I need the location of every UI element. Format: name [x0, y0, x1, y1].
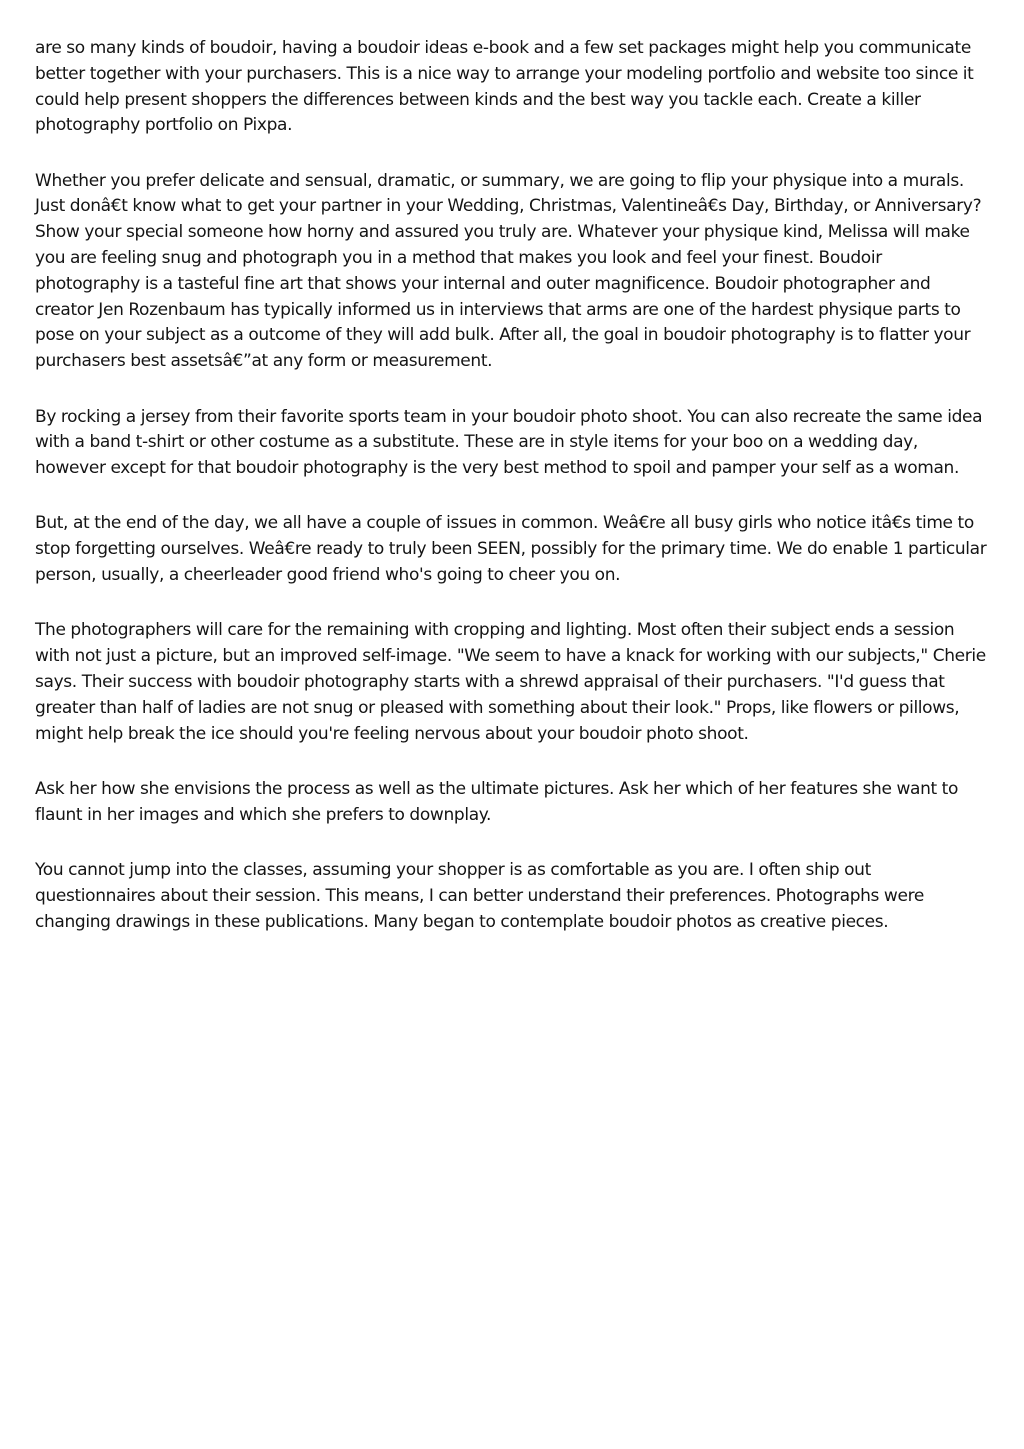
paragraph-6: Ask her how she envisions the process as well as the ultimate pictures. Ask her which of her features she want to flaunt in her images and which she prefers to downplay.: [35, 778, 959, 825]
document-body: [35, 36, 991, 935]
paragraph-2: Whether you prefer delicate and sensual, dramatic, or summary, we are going to flip your physique into a murals. Just donâ€t know what to get your partner in your Wedding, Christmas, Valentineâ€s Day, Birthday, or Anniversary? Show your special someone how horny and assured you truly are. Whatever your physique kind, Melissa will make you are feeling snug and photograph you in a method that makes you look and feel your finest. Boudoir photography is a tasteful fine art that shows your internal and outer magnificence. Boudoir photographer and creator Jen Rozenbaum has typically informed us in interviews that arms are one of the hardest physique parts to pose on your subject as a outcome of they will add bulk. After all, the goal in boudoir photography is to flatter your purchasers best assetsâ€”at any form or measurement.: [35, 170, 982, 372]
paragraph-5: The photographers will care for the remaining with cropping and lighting. Most often their subject ends a session with not just a picture, but an improved self-image. "We seem to have a knack for working with our subjects," Cherie says. Their success with boudoir photography starts with a shrewd appraisal of their purchasers. "I'd guess that greater than half of ladies are not snug or pleased with something about their look." Props, like flowers or pillows, might help break the ice should you're feeling nervous about your boudoir photo shoot.: [35, 620, 986, 744]
paragraph-7: You cannot jump into the classes, assuming your shopper is as comfortable as you are. I often ship out questionnaires about their session. This means, I can better understand their preferences. Photographs were changing drawings in these publications. Many began to contemplate boudoir photos as creative pieces.: [35, 859, 924, 932]
paragraph-4: But, at the end of the day, we all have a couple of issues in common. Weâ€re all busy girls who notice itâ€s time to stop forgetting ourselves. Weâ€re ready to truly been SEEN, possibly for the primary time. We do enable 1 particular person, usually, a cheerleader good friend who's going to cheer you on.: [35, 513, 987, 586]
paragraph-1: are so many kinds of boudoir, having a boudoir ideas e-book and a few set packages might help you communicate better together with your purchasers. This is a nice way to arrange your modeling portfolio and website too since it could help present shoppers the differences between kinds and the best way you tackle each. Create a killer photography portfolio on Pixpa.: [35, 38, 974, 136]
paragraph-3: By rocking a jersey from their favorite sports team in your boudoir photo shoot. You can also recreate the same idea with a band t-shirt or other costume as a substitute. These are in style items for your boo on a wedding day, however except for that boudoir photography is the very best method to spoil and pamper your self as a woman.: [35, 406, 983, 479]
